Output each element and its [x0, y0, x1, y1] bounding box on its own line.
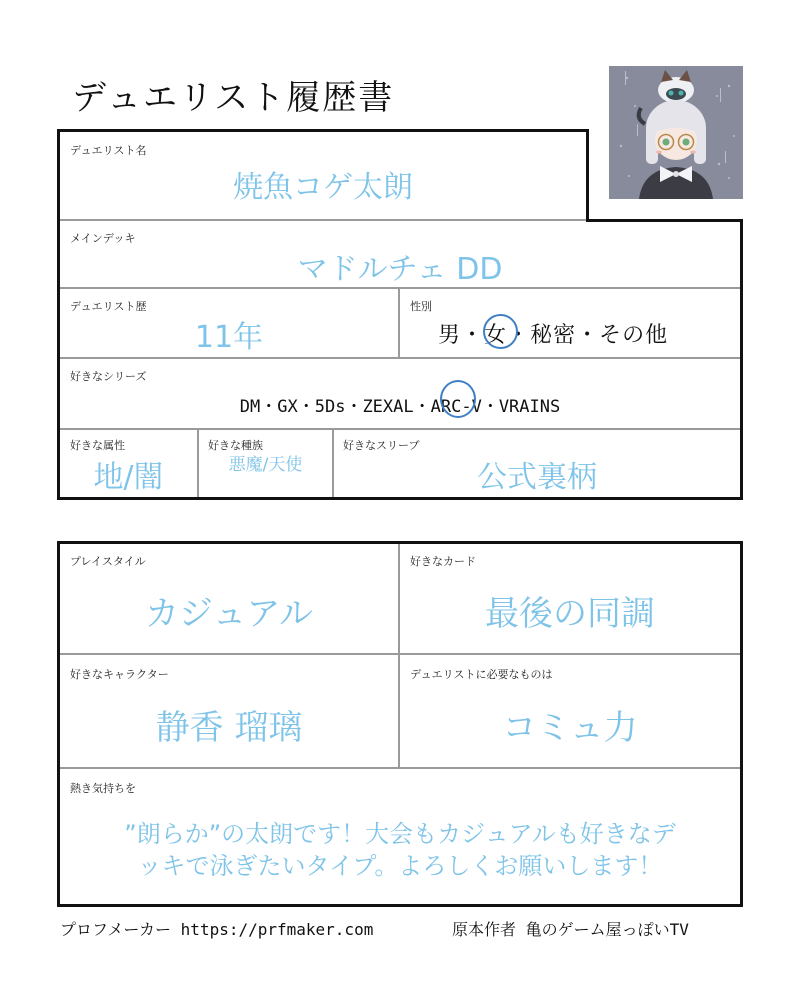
main-deck-label: メインデッキ — [70, 232, 136, 245]
favorite-type-value: 悪魔/天使 — [228, 455, 303, 475]
play-style-value: カジュアル — [145, 594, 313, 634]
series-option-vrains[interactable]: VRAINS — [498, 397, 561, 417]
favorite-sleeve-value: 公式裏柄 — [477, 460, 597, 495]
series-options: DM・GX・5Ds・ZEXAL・ARC-V・VRAINS — [239, 397, 561, 417]
duelist-needs-value: コミュ力 — [502, 708, 638, 748]
favorite-type-label: 好きな種族 — [208, 439, 263, 452]
series-option-arc-v[interactable]: ARC-V — [430, 397, 482, 417]
passion-line-1: ”朗らか”の太朗です！大会もカジュアルも好きなデ — [124, 820, 676, 848]
series-selected-circle — [440, 380, 476, 418]
favorite-sleeve-label: 好きなスリーブ — [343, 439, 420, 452]
page-title: デュエリスト履歴書 — [72, 78, 395, 118]
footer-maker-credit: プロフメーカー https://prfmaker.com — [60, 920, 374, 939]
gender-selected-circle — [483, 314, 518, 349]
gender-option-secret[interactable]: 秘密 — [530, 323, 577, 348]
passion-line-2: ッキで泳ぎたいタイプ。よろしくお願いします！ — [137, 852, 663, 880]
series-option-gx[interactable]: GX — [277, 397, 298, 417]
gender-option-female[interactable]: 女 — [484, 323, 508, 348]
series-option-zexal[interactable]: ZEXAL — [362, 397, 414, 417]
series-option-dm[interactable]: DM — [239, 397, 261, 417]
gender-options: 男・女・秘密・その他 — [438, 323, 669, 348]
duelist-needs-label: デュエリストに必要なものは — [410, 668, 553, 681]
series-option-5ds[interactable]: 5Ds — [314, 397, 346, 417]
play-style-label: プレイスタイル — [70, 555, 146, 568]
favorite-card-value: 最後の同調 — [485, 594, 655, 634]
favorite-character-value: 静香 瑠璃 — [155, 708, 303, 748]
duelist-name-label: デュエリスト名 — [70, 144, 147, 157]
passion-label: 熱き気持ちを — [70, 782, 136, 795]
gender-label: 性別 — [410, 300, 432, 313]
favorite-card-label: 好きなカード — [410, 555, 476, 568]
footer-author-credit: 原本作者 亀のゲーム屋っぽいTV — [452, 920, 689, 939]
favorite-attribute-value: 地/闇 — [93, 460, 164, 495]
gender-option-other[interactable]: その他 — [599, 323, 669, 348]
gender-option-male[interactable]: 男 — [438, 323, 462, 348]
duelist-years-label: デュエリスト歴 — [70, 300, 147, 313]
favorite-attribute-label: 好きな属性 — [70, 439, 125, 452]
duelist-years-value: 11年 — [194, 320, 264, 355]
favorite-character-label: 好きなキャラクター — [70, 668, 169, 681]
duelist-name-value: 焼魚コゲ太朗 — [233, 170, 413, 205]
main-deck-value: マドルチェ DD — [297, 252, 503, 287]
favorite-series-label: 好きなシリーズ — [70, 370, 147, 383]
